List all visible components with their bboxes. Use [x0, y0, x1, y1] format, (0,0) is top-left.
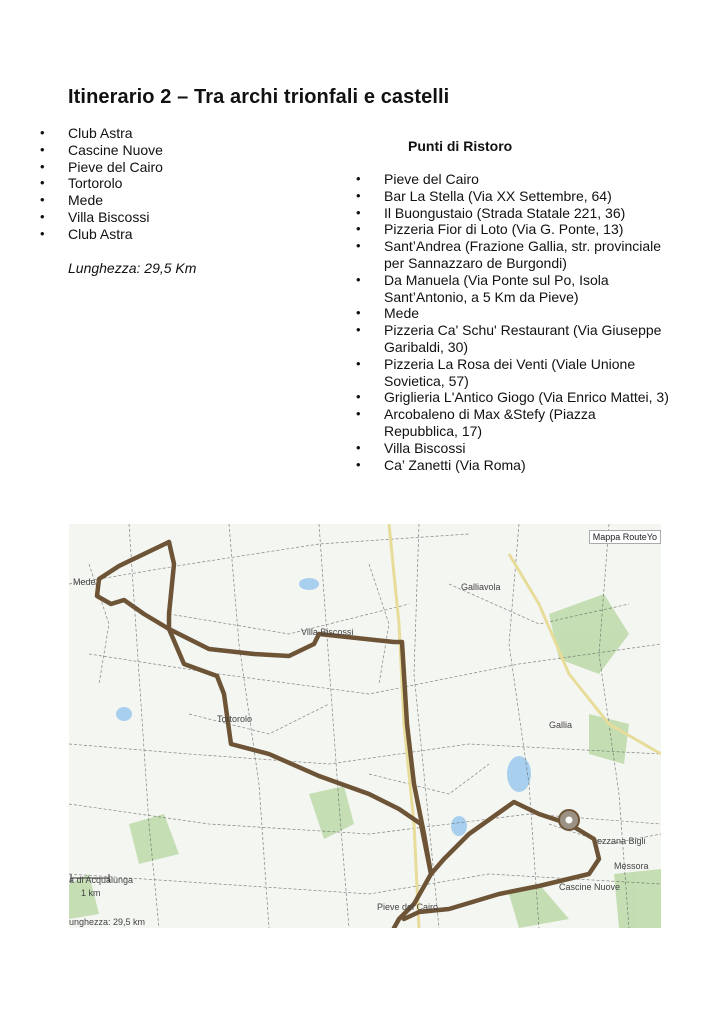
map-label-pieve: Pieve del Cairo: [377, 902, 439, 912]
map-label-acqualunga: a di Acqualunga: [69, 875, 134, 885]
list-item: • Il Buongustaio (Strada Statale 221, 36): [350, 205, 670, 222]
list-item: • Bar La Stella (Via XX Settembre, 64): [350, 188, 670, 205]
list-item: • Pizzeria Fior di Loto (Via G. Ponte, 13): [350, 221, 670, 238]
list-item: • Da Manuela (Via Ponte sul Po, Isola Sant’Antonio, a 5 Km da Pieve): [350, 272, 670, 306]
list-item: • Sant’Andrea (Frazione Gallia, str. provinciale per Sannazzaro de Burgondi): [350, 238, 670, 272]
list-item: • Griglieria L'Antico Giogo (Via Enrico Mattei, 3): [350, 389, 670, 406]
list-item: • Arcobaleno di Max &Stefy (Piazza Repubblica, 17): [350, 406, 670, 440]
list-item: • Mede: [34, 192, 163, 209]
map-label-tortorolo: Tortorolo: [217, 714, 253, 724]
map-badge: Mappa RouteYo: [589, 530, 661, 544]
stops-list: [34, 125, 163, 243]
map-label-mede: Mede: [73, 577, 96, 587]
list-item: • Club Astra: [34, 125, 163, 142]
list-item: • Mede: [350, 305, 670, 322]
map-minor-roads: [69, 524, 661, 928]
map-label-cascine-nuove: Cascine Nuove: [559, 882, 621, 892]
map-label-mezzana: ezzana Bigli: [597, 836, 646, 846]
map-canvas: [69, 524, 661, 928]
route-line: [97, 542, 599, 928]
list-item: • Pizzeria La Rosa dei Venti (Viale Unione Sovietica, 57): [350, 356, 670, 390]
map-label-villa-biscossi: Villa Biscossi: [301, 627, 354, 637]
list-item: • Pieve del Cairo: [34, 159, 163, 176]
map-label-gallia: Gallia: [549, 720, 573, 730]
map-scale-label: 1 km: [81, 888, 101, 898]
punti-ristoro-list: [350, 171, 670, 473]
list-item: • Villa Biscossi: [350, 440, 670, 457]
list-item: • Villa Biscossi: [34, 209, 163, 226]
start-marker: [559, 810, 579, 830]
list-item: • Pieve del Cairo: [350, 171, 670, 188]
list-item: • Tortorolo: [34, 175, 163, 192]
punti-ristoro-title: Punti di Ristoro: [408, 138, 513, 154]
map-length-label: unghezza: 29,5 km: [69, 917, 146, 927]
map-label-galliavola: Galliavola: [461, 582, 501, 592]
list-item: • Ca’ Zanetti (Via Roma): [350, 457, 670, 474]
map-label-messora: Messora: [614, 861, 649, 871]
route-map[interactable]: [69, 524, 661, 928]
list-item: • Club Astra: [34, 226, 163, 243]
route-length: Lunghezza: 29,5 Km: [68, 260, 197, 276]
list-item: • Pizzeria Ca' Schu' Restaurant (Via Giuseppe Garibaldi, 30): [350, 322, 670, 356]
page-title: Itinerario 2 – Tra archi trionfali e castelli: [68, 86, 450, 108]
list-item: • Cascine Nuove: [34, 142, 163, 159]
